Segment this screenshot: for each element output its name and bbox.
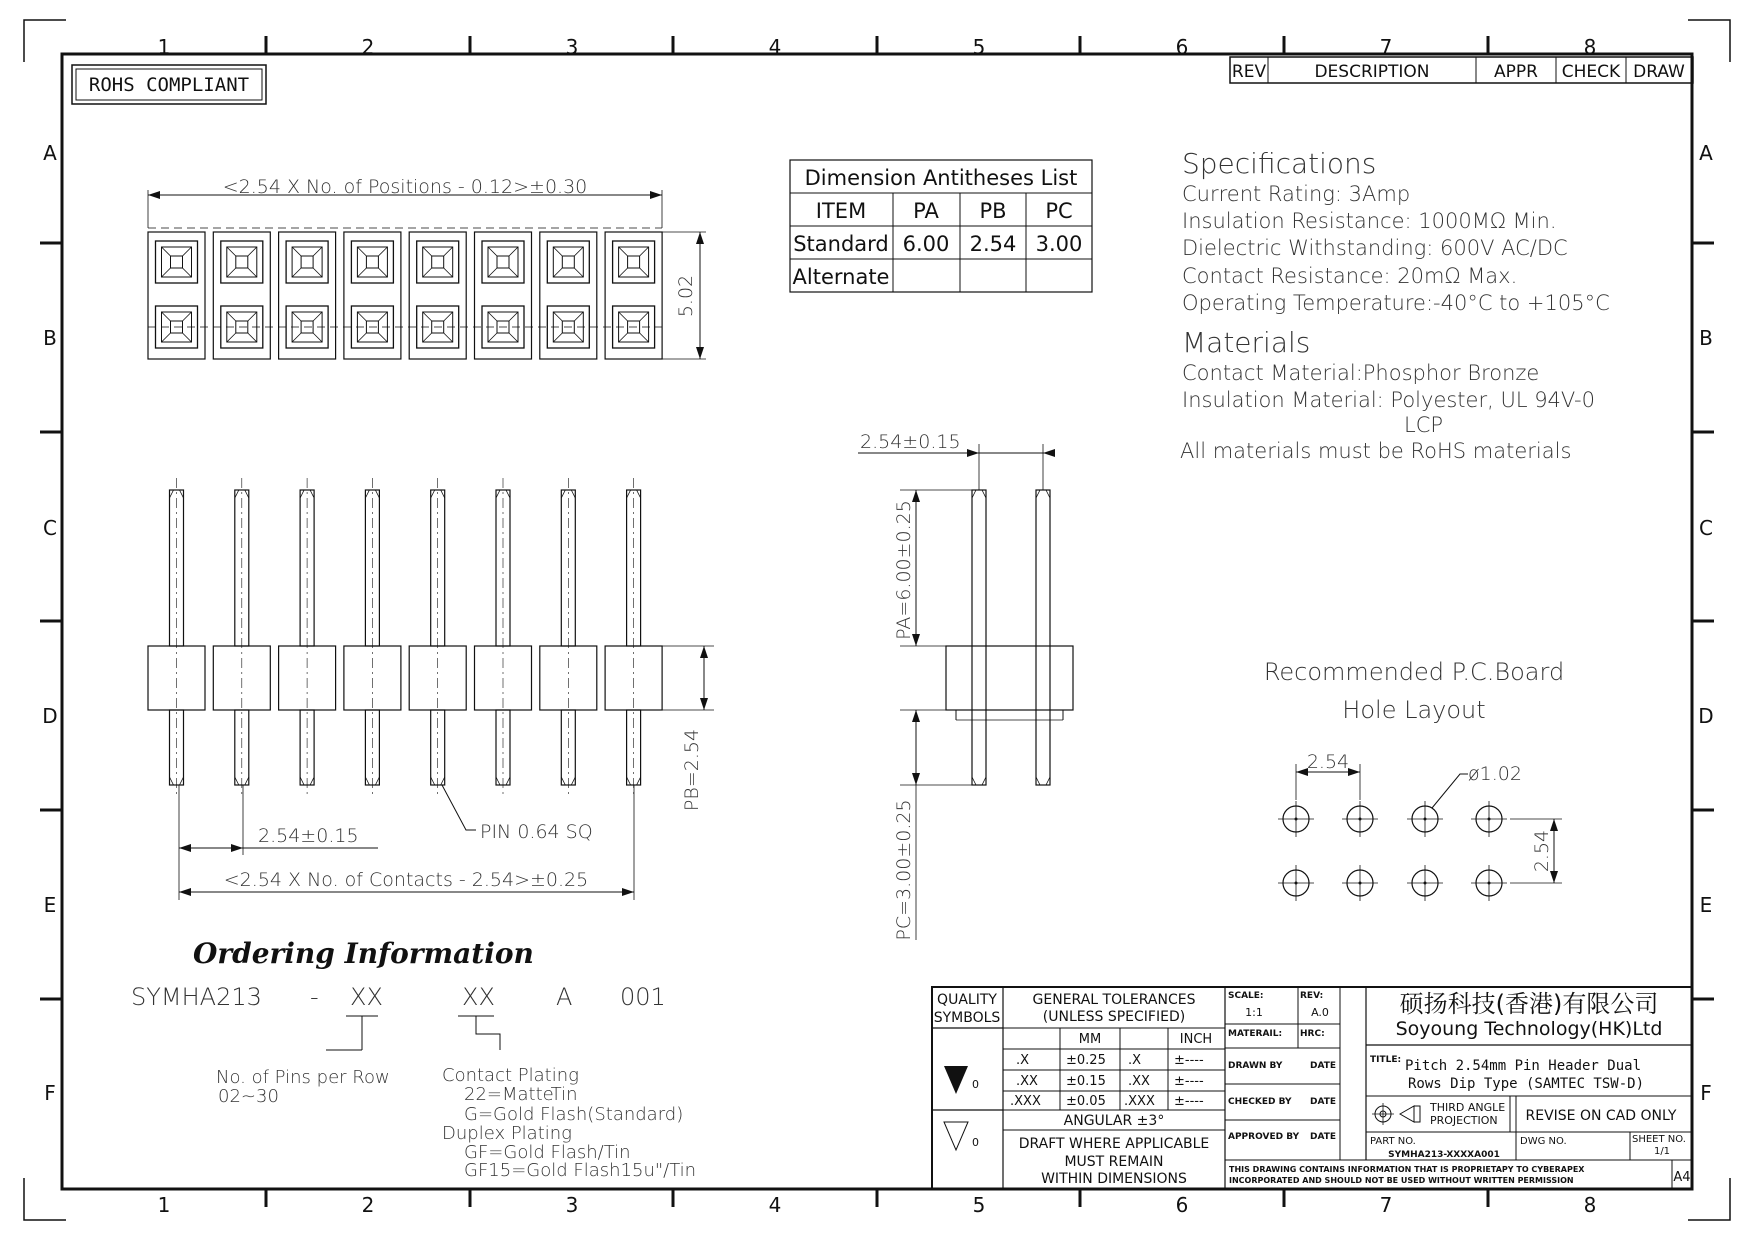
- pc-dim: PC=3.00±0.25: [893, 799, 915, 941]
- pin-square-inner: [301, 256, 313, 268]
- zone-row-D-right: D: [1698, 704, 1714, 728]
- top-view-cell: [540, 232, 597, 359]
- pin-chamfer: [227, 247, 257, 277]
- tol-row-1-mm-label: .X: [1016, 1053, 1030, 1068]
- sheet-size: A4: [1673, 1170, 1691, 1185]
- pb-dim: PB=2.54: [681, 728, 703, 812]
- drawing-title-line-2: Rows Dip Type (SAMTEC TSW-D): [1408, 1076, 1645, 1092]
- tol-row-3-mm-label: .XXX: [1010, 1094, 1041, 1109]
- pcb-hole-layout: [1264, 658, 1564, 901]
- draft-line-1: DRAFT WHERE APPLICABLE: [1018, 1136, 1210, 1152]
- plating-line-6: GF15=Gold Flash15u"/Tin: [464, 1160, 697, 1181]
- hrc-label: HRC:: [1300, 1029, 1325, 1039]
- top-view-cell: [605, 232, 662, 359]
- top-length-dim: <2.54 X No. of Positions - 0.12>±0.30: [222, 176, 588, 198]
- pin-square-inner: [628, 256, 640, 268]
- company-name-cn: 硕扬科技(香港)有限公司: [1399, 990, 1659, 1018]
- side-pitch-dim: 2.54±0.15: [860, 431, 961, 453]
- zone-col-4-bottom: 4: [768, 1193, 782, 1217]
- hole-center: [1295, 818, 1298, 821]
- material-line-3: LCP: [1404, 413, 1444, 437]
- pin-note: PIN 0.64 SQ: [480, 821, 593, 843]
- tol-row-2-inch-value: ±----: [1174, 1074, 1204, 1089]
- cell-outline: [475, 232, 532, 359]
- material-line-1: Contact Material:Phosphor Bronze: [1182, 361, 1540, 385]
- plating-line-3: G=Gold Flash(Standard): [464, 1104, 684, 1125]
- drawn-by-label: DRAWN BY: [1228, 1061, 1283, 1071]
- zone-row-D: D: [42, 704, 58, 728]
- pin-chamfer: [488, 247, 518, 277]
- hole-center: [1359, 818, 1362, 821]
- zone-row-F-right: F: [1700, 1081, 1712, 1105]
- code-a: A: [556, 983, 573, 1011]
- materials-title: Materials: [1182, 326, 1311, 359]
- tol-row-3-mm-value: ±0.05: [1066, 1094, 1106, 1109]
- appr-header: APPR: [1494, 62, 1538, 82]
- checked-by-label: CHECKED BY: [1228, 1097, 1292, 1107]
- pin-square-inner: [562, 256, 574, 268]
- top-view-cell: [344, 232, 401, 359]
- scale-value: 1:1: [1245, 1006, 1263, 1019]
- approved-date-label: DATE: [1310, 1132, 1337, 1142]
- cell-outline: [344, 232, 401, 359]
- zone-row-B-right: B: [1699, 326, 1713, 350]
- pcb-hole: [1342, 801, 1378, 837]
- front-view-pin: [279, 478, 336, 797]
- rohs-badge: [72, 65, 266, 104]
- dim-header-pa: PA: [913, 199, 939, 223]
- pcb-pitch-dim: 2.54: [1306, 751, 1350, 773]
- drawn-date-label: DATE: [1310, 1061, 1337, 1071]
- code-number: 001: [620, 983, 666, 1011]
- approved-by-label: APPROVED BY: [1228, 1132, 1300, 1142]
- scale-label: SCALE:: [1228, 991, 1264, 1001]
- zone-row-A-right: A: [1699, 141, 1713, 165]
- code-base: SYMHA213: [131, 983, 262, 1011]
- drawing-title-line-1: Pitch 2.54mm Pin Header Dual: [1405, 1058, 1642, 1074]
- top-height-dim: 5.02: [675, 274, 697, 318]
- pcb-hole: [1278, 801, 1314, 837]
- zone-row-F: F: [44, 1081, 56, 1105]
- zone-row-C-right: C: [1699, 516, 1713, 540]
- top-view-cell: [475, 232, 532, 359]
- pin-square-inner: [366, 256, 378, 268]
- hole-center: [1295, 882, 1298, 885]
- code-xx-plating: XX: [462, 983, 495, 1011]
- pcb-hole: [1407, 801, 1443, 837]
- pins-label: No. of Pins per Row: [216, 1067, 390, 1088]
- cell-outline: [213, 232, 270, 359]
- dim-row-alternate: Alternate: [792, 265, 890, 289]
- tol-row-1-mm-value: ±0.25: [1066, 1053, 1106, 1068]
- front-view-pin: [148, 478, 205, 797]
- tol-row-2-mm-label: .XX: [1016, 1074, 1038, 1089]
- tolerances-title: GENERAL TOLERANCES: [1032, 992, 1196, 1008]
- rev-label: REV:: [1300, 991, 1324, 1001]
- code-xx-pins: XX: [350, 983, 383, 1011]
- pcb-hole: [1471, 801, 1507, 837]
- dim-header-item: ITEM: [815, 199, 867, 223]
- draw-header: DRAW: [1633, 62, 1685, 82]
- zone-col-7-bottom: 7: [1379, 1193, 1393, 1217]
- pcb-hole: [1278, 865, 1314, 901]
- pin-chamfer: [553, 247, 583, 277]
- pin-chamfer: [357, 247, 387, 277]
- spec-line-5: Operating Temperature:-40°C to +105°C: [1182, 291, 1610, 315]
- sheet-no-value: 1/1: [1653, 1146, 1671, 1157]
- pcb-hole-dim: ø1.02: [1468, 763, 1522, 785]
- material-line-2: Insulation Material: Polyester, UL 94V-0: [1182, 388, 1595, 412]
- tol-row-3-inch-label: .XXX: [1124, 1094, 1155, 1109]
- cell-outline: [279, 232, 336, 359]
- check-header: CHECK: [1561, 62, 1621, 82]
- pcb-hole: [1471, 865, 1507, 901]
- notice-line-1: THIS DRAWING CONTAINS INFORMATION THAT IS PROPRIETAPY TO CYBERAPEX: [1229, 1165, 1585, 1174]
- tol-row-2-mm-value: ±0.15: [1066, 1074, 1106, 1089]
- pins-range: 02~30: [218, 1086, 279, 1107]
- zone-col-2: 2: [361, 35, 375, 59]
- zone-col-1: 1: [157, 35, 171, 59]
- cell-outline: [540, 232, 597, 359]
- part-no-value: SYMHA213-XXXXA001: [1388, 1150, 1500, 1160]
- pcb-hole: [1407, 865, 1443, 901]
- third-angle-line-2: PROJECTION: [1430, 1114, 1498, 1127]
- spec-line-2: Insulation Resistance: 1000MΩ Min.: [1182, 209, 1557, 233]
- revision-block: [1230, 57, 1693, 83]
- material-label: MATERAIL:: [1228, 1029, 1283, 1039]
- zone-row-A: A: [43, 141, 57, 165]
- top-view-cell: [279, 232, 336, 359]
- front-view-pin: [540, 478, 597, 797]
- front-view-pin: [344, 478, 401, 797]
- spec-line-3: Dielectric Withstanding: 600V AC/DC: [1182, 236, 1568, 260]
- sheet-no-label: SHEET NO.: [1632, 1134, 1686, 1145]
- zone-col-3: 3: [565, 35, 579, 59]
- zone-row-B: B: [43, 326, 57, 350]
- pin-square-inner: [171, 256, 183, 268]
- dim-standard-pa: 6.00: [902, 232, 950, 256]
- title-label: TITLE:: [1370, 1055, 1402, 1065]
- inch-header: INCH: [1179, 1032, 1213, 1047]
- title-block: [932, 987, 1692, 1189]
- part-no-label: PART NO.: [1370, 1136, 1416, 1147]
- front-pitch-dim: 2.54±0.15: [258, 825, 359, 847]
- rev-header: REV: [1231, 62, 1267, 82]
- pin-chamfer: [423, 247, 453, 277]
- pin-chamfer: [162, 247, 192, 277]
- plating-line-1: Contact Plating: [442, 1065, 579, 1086]
- draft-line-2: MUST REMAIN: [1064, 1154, 1164, 1170]
- zone-col-8-bottom: 8: [1583, 1193, 1597, 1217]
- pin-square-inner: [432, 256, 444, 268]
- dim-header-pb: PB: [979, 199, 1007, 223]
- code-dash: -: [310, 983, 319, 1011]
- tolerances-subtitle: (UNLESS SPECIFIED): [1042, 1009, 1186, 1025]
- description-header: DESCRIPTION: [1314, 62, 1430, 82]
- zone-col-8: 8: [1583, 35, 1597, 59]
- revise-on-cad: REVISE ON CAD ONLY: [1525, 1108, 1677, 1124]
- zone-col-6-bottom: 6: [1175, 1193, 1189, 1217]
- hole-center: [1424, 818, 1427, 821]
- angular-tolerance: ANGULAR ±3°: [1063, 1113, 1165, 1129]
- zone-row-E-right: E: [1699, 893, 1713, 917]
- dim-row-standard: Standard: [793, 232, 889, 256]
- pcb-hole: [1342, 865, 1378, 901]
- zone-row-C: C: [43, 516, 57, 540]
- ordering-title: Ordering Information: [193, 937, 534, 970]
- zone-col-2-bottom: 2: [361, 1193, 375, 1217]
- company-name-en: Soyoung Technology(HK)Ltd: [1395, 1018, 1663, 1040]
- zone-col-7: 7: [1379, 35, 1393, 59]
- cell-outline: [409, 232, 466, 359]
- front-view: [148, 478, 714, 900]
- pin-square-inner: [497, 256, 509, 268]
- front-view-pin: [409, 478, 466, 797]
- finish-symbol-filled: [944, 1066, 968, 1094]
- dim-table-title: Dimension Antitheses List: [804, 166, 1078, 190]
- symbols-label: SYMBOLS: [933, 1010, 1001, 1026]
- tol-row-1-inch-value: ±----: [1174, 1053, 1204, 1068]
- top-view: [148, 176, 706, 359]
- plating-line-2: 22=MatteTin: [464, 1084, 578, 1105]
- hole-center: [1488, 818, 1491, 821]
- pin-chamfer: [619, 247, 649, 277]
- dwg-no-label: DWG NO.: [1520, 1136, 1567, 1147]
- top-view-cell: [409, 232, 466, 359]
- pcb-row-pitch-dim: 2.54: [1531, 829, 1553, 873]
- dimension-table: [790, 160, 1092, 292]
- cell-outline: [605, 232, 662, 359]
- mm-header: MM: [1078, 1032, 1102, 1047]
- zone-row-E: E: [43, 893, 57, 917]
- third-angle-projection-icon: [1372, 1103, 1420, 1125]
- hole-center: [1359, 882, 1362, 885]
- checked-date-label: DATE: [1310, 1097, 1337, 1107]
- top-view-cell: [213, 232, 270, 359]
- finish-symbol-2-value: 0: [972, 1136, 979, 1149]
- side-view: [858, 431, 1073, 941]
- pin-square-inner: [236, 256, 248, 268]
- specifications: [1180, 147, 1610, 463]
- hole-center: [1424, 882, 1427, 885]
- front-view-pin: [213, 478, 270, 797]
- draft-line-3: WITHIN DIMENSIONS: [1041, 1171, 1187, 1187]
- hole-center: [1488, 882, 1491, 885]
- notice-line-2: INCORPORATED AND SHOULD NOT BE USED WITHOUT WRITTEN PERMISSION: [1229, 1176, 1574, 1185]
- cell-outline: [148, 232, 205, 359]
- pcb-title-1: Recommended P.C.Board: [1263, 658, 1565, 686]
- rev-value: A.0: [1311, 1006, 1329, 1019]
- zone-col-1-bottom: 1: [157, 1193, 171, 1217]
- tol-row-2-inch-label: .XX: [1128, 1074, 1150, 1089]
- spec-line-1: Current Rating: 3Amp: [1182, 182, 1411, 206]
- tol-row-1-inch-label: .X: [1128, 1053, 1142, 1068]
- dim-standard-pc: 3.00: [1035, 232, 1083, 256]
- pin-chamfer: [292, 247, 322, 277]
- zone-col-5-bottom: 5: [972, 1193, 986, 1217]
- top-view-cell: [148, 232, 205, 359]
- plating-line-4: Duplex Plating: [442, 1123, 572, 1144]
- ordering-information: [131, 937, 696, 1181]
- material-line-4: All materials must be RoHS materials: [1180, 439, 1572, 463]
- finish-symbol-1-value: 0: [972, 1078, 979, 1091]
- pcb-title-2: Hole Layout: [1342, 696, 1486, 724]
- specs-title: Specifications: [1182, 147, 1377, 180]
- zone-col-4: 4: [768, 35, 782, 59]
- front-view-pin: [605, 478, 662, 797]
- zone-col-3-bottom: 3: [565, 1193, 579, 1217]
- quality-label: QUALITY: [937, 992, 997, 1008]
- front-view-pin: [475, 478, 532, 797]
- corner-marks: [24, 20, 1730, 1220]
- plating-line-5: GF=Gold Flash/Tin: [464, 1142, 631, 1163]
- zone-col-5: 5: [972, 35, 986, 59]
- zone-col-6: 6: [1175, 35, 1189, 59]
- tol-row-3-inch-value: ±----: [1174, 1094, 1204, 1109]
- third-angle-line-1: THIRD ANGLE: [1430, 1101, 1506, 1114]
- rohs-text: ROHS COMPLIANT: [88, 74, 250, 96]
- spec-line-4: Contact Resistance: 20mΩ Max.: [1182, 264, 1518, 288]
- dim-header-pc: PC: [1045, 199, 1073, 223]
- finish-symbol-outline: [944, 1122, 968, 1150]
- dim-standard-pb: 2.54: [969, 232, 1017, 256]
- pa-dim: PA=6.00±0.25: [893, 500, 915, 640]
- contacts-dim: <2.54 X No. of Contacts - 2.54>±0.25: [223, 869, 589, 891]
